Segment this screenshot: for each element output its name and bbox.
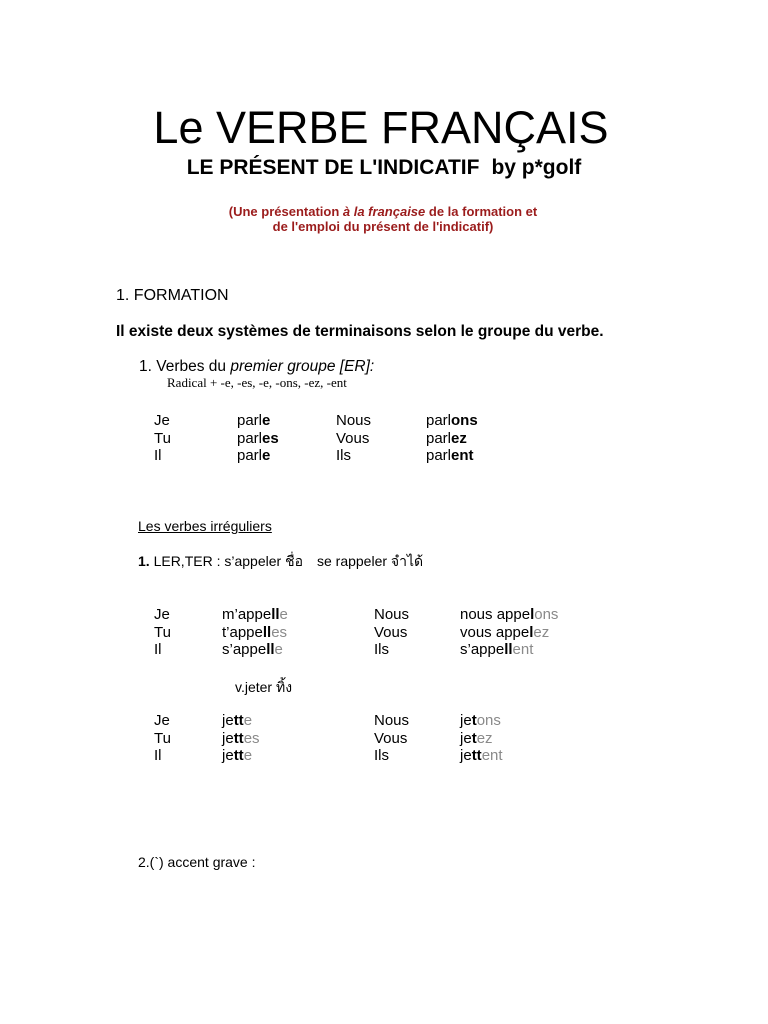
stem: parl (237, 412, 263, 429)
ending: e (262, 447, 271, 464)
consonant: l (530, 606, 535, 623)
verb-form (222, 606, 288, 624)
pronoun: Il (154, 447, 162, 464)
note-text: (Une présentation (228, 204, 343, 219)
ending: e (243, 712, 253, 729)
doubled-consonant: tt (233, 747, 244, 764)
verb-form (222, 624, 287, 642)
pronoun: Nous (336, 412, 372, 429)
doubled-consonant: tt (471, 747, 482, 764)
verb-form (460, 641, 533, 659)
verb-form (426, 412, 478, 430)
verb-form (222, 747, 252, 765)
ending: ons (534, 606, 559, 623)
verb-form (460, 606, 558, 624)
stem: je (460, 747, 472, 764)
item-italic: premier groupe [ER]: (230, 358, 375, 375)
ending: ons (451, 412, 478, 429)
verb-form (460, 712, 501, 730)
ending: ons (476, 712, 501, 729)
stem: vous appe (460, 624, 530, 641)
ending: ez (533, 624, 550, 641)
verb-form (460, 730, 493, 748)
verb-form (426, 447, 474, 465)
section-heading-formation: 1. FORMATION (116, 287, 229, 304)
ending: e (279, 606, 288, 623)
ending: es (243, 730, 260, 747)
subtitle-author: by p*golf (491, 156, 582, 179)
ending: ez (451, 430, 467, 447)
irregular-verbs-heading: Les verbes irréguliers (138, 518, 272, 534)
pronoun: Je (154, 712, 170, 729)
verb-form (237, 430, 279, 448)
verb-form (237, 412, 270, 430)
pronoun: Tu (154, 730, 171, 747)
stem: parl (426, 430, 452, 447)
accent-grave-item: 2.(`) accent grave : (138, 854, 256, 870)
doubled-consonant: ll (262, 624, 272, 641)
verb-form (460, 624, 549, 642)
document-subtitle (0, 154, 768, 182)
item-prefix: 1. Verbes du (139, 358, 231, 375)
verb-form (222, 641, 283, 659)
stem: m’appe (222, 606, 272, 623)
pronoun: Je (154, 606, 170, 623)
pronoun: Tu (154, 624, 171, 641)
item-text: LER,TER : s’appeler ชื่อ (149, 553, 303, 569)
stem: je (222, 730, 234, 747)
irregular-item-ler-ter (138, 552, 423, 570)
subtitle-main: LE PRÉSENT DE L'INDICATIF (186, 156, 480, 179)
ending: e (274, 641, 283, 658)
stem: je (460, 712, 472, 729)
stem: nous appe (460, 606, 531, 623)
pronoun: Vous (374, 624, 408, 641)
verb-form (222, 712, 252, 730)
pronoun: Ils (374, 641, 389, 658)
stem: je (222, 712, 234, 729)
pronoun: Ils (374, 747, 389, 764)
ending: es (271, 624, 288, 641)
verb-form (426, 430, 467, 448)
stem: je (222, 747, 234, 764)
consonant: t (471, 730, 477, 747)
ending: ez (476, 730, 493, 747)
doubled-consonant: tt (233, 730, 244, 747)
presentation-note-line1 (0, 204, 766, 219)
pronoun: Il (154, 747, 162, 764)
note-emphasis: à la française (342, 204, 426, 219)
ending: e (243, 747, 253, 764)
section-intro: Il existe deux systèmes de terminaisons selon le groupe du verbe. (116, 323, 604, 340)
ending: e (262, 412, 271, 429)
pronoun: Nous (374, 606, 410, 623)
ending: es (262, 430, 279, 447)
consonant: t (471, 712, 477, 729)
doubled-consonant: ll (266, 641, 275, 658)
pronoun: Vous (336, 430, 370, 447)
stem: parl (426, 447, 452, 464)
document-title: Le VERBE FRANÇAIS (153, 102, 609, 153)
verb-form (460, 747, 503, 765)
pronoun: Ils (336, 447, 351, 464)
stem: parl (237, 447, 263, 464)
pronoun: Il (154, 641, 162, 658)
presentation-note-line2: de l'emploi du présent de l'indicatif) (272, 219, 494, 234)
doubled-consonant: ll (271, 606, 280, 623)
jeter-label: v.jeter ทิ้ง (235, 679, 293, 695)
ending: ent (481, 747, 503, 764)
ending-rule: Radical + -e, -es, -e, -ons, -ez, -ent (167, 375, 347, 390)
stem: parl (237, 430, 263, 447)
stem: t’appe (222, 624, 263, 641)
stem: parl (426, 412, 452, 429)
item-text: se rappeler จำได้ (316, 553, 424, 569)
ending: ent (451, 447, 474, 464)
pronoun: Nous (374, 712, 410, 729)
verb-form (237, 447, 270, 465)
list-item-first-group (139, 357, 374, 377)
item-number: 1. (138, 553, 150, 569)
stem: je (460, 730, 472, 747)
doubled-consonant: tt (233, 712, 244, 729)
note-text: de la formation et (425, 204, 538, 219)
pronoun: Tu (154, 430, 171, 447)
stem: s’appe (460, 641, 505, 658)
consonant: l (529, 624, 534, 641)
ending: ent (512, 641, 534, 658)
pronoun: Je (154, 412, 170, 429)
doubled-consonant: ll (504, 641, 513, 658)
pronoun: Vous (374, 730, 408, 747)
verb-form (222, 730, 260, 748)
stem: s’appe (222, 641, 267, 658)
